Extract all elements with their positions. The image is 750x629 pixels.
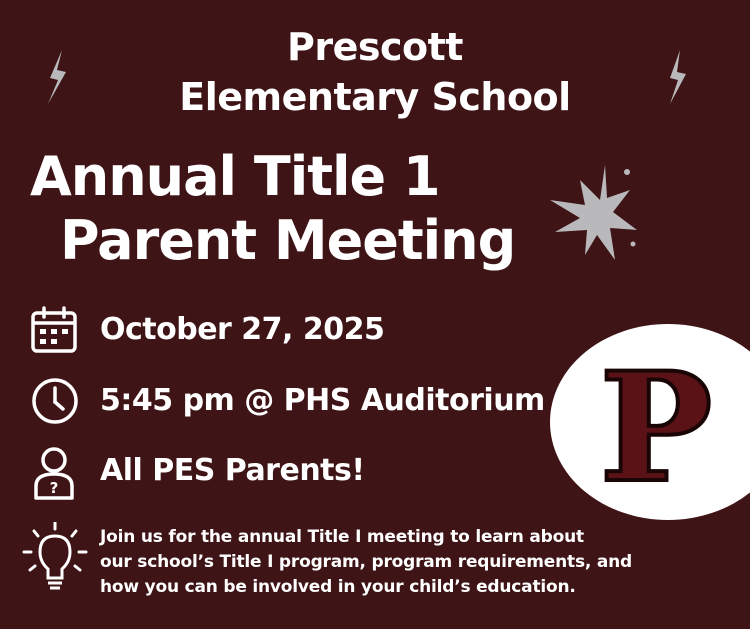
svg-text:?: ?	[49, 479, 59, 497]
lightbulb-icon	[22, 522, 88, 604]
event-audience: All PES Parents!	[100, 453, 365, 488]
calendar-icon	[30, 306, 78, 354]
headline-line1: Annual Title 1	[30, 145, 440, 208]
school-name-line1: Prescott	[287, 25, 463, 69]
description-line: Join us for the annual Title I meeting to learn about	[100, 527, 584, 547]
school-logo	[548, 322, 750, 522]
splash-icon	[545, 160, 640, 275]
person-question-icon	[30, 446, 78, 502]
description-line: how you can be involved in your child’s education.	[100, 577, 576, 597]
event-time-location: 5:45 pm @ PHS Auditorium	[100, 383, 545, 418]
event-date: October 27, 2025	[100, 312, 385, 347]
description-line: our school’s Title I program, program requirements, and	[100, 552, 633, 572]
event-description	[100, 525, 720, 600]
headline-line2: Parent Meeting	[60, 209, 516, 272]
logo-letter: P	[599, 340, 713, 516]
school-name-line2: Elementary School	[179, 75, 571, 119]
clock-icon	[30, 376, 80, 426]
